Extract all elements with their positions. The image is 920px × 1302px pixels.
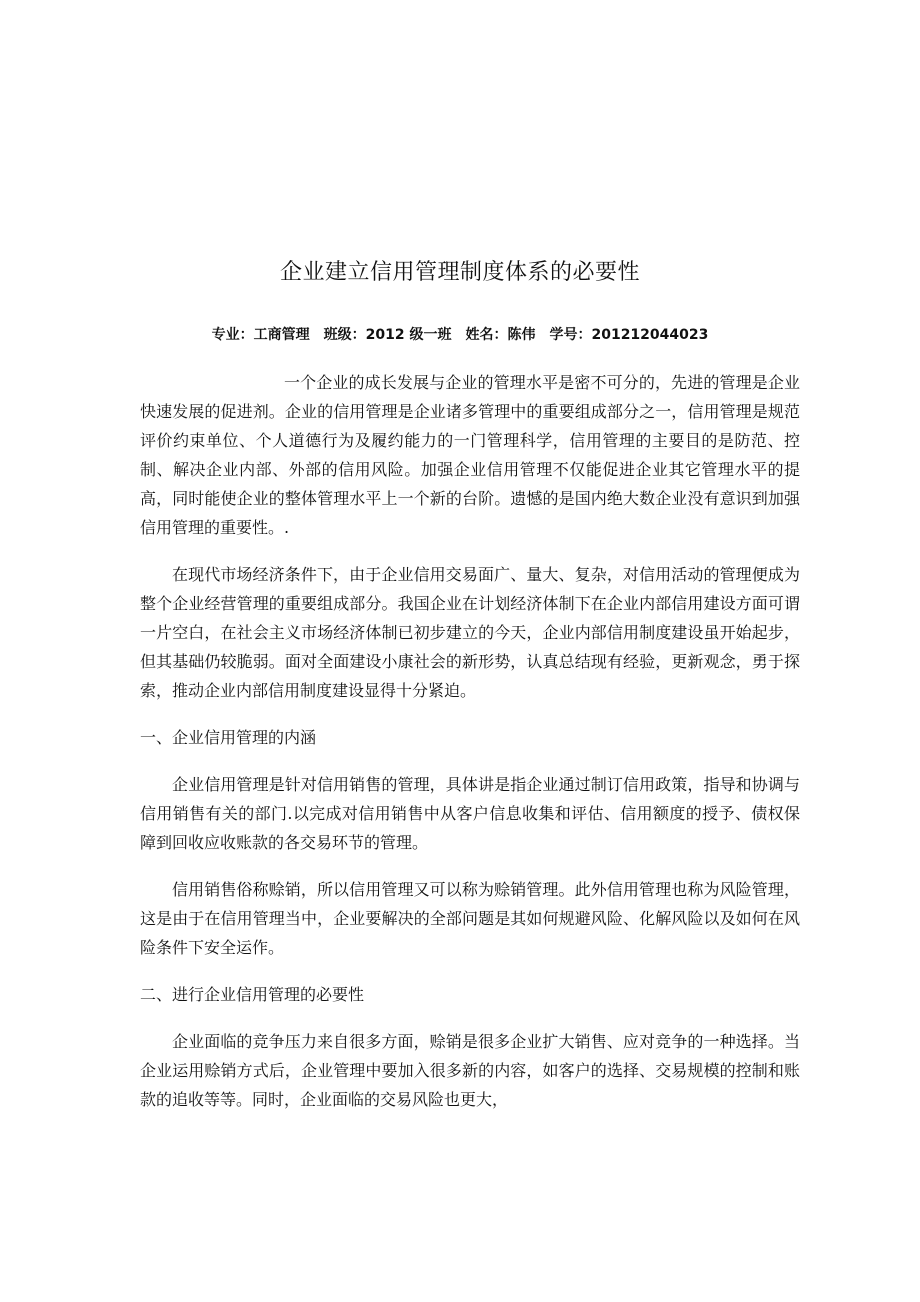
document-body: [140, 368, 800, 1132]
class-label: 班级：2012 级一班: [323, 327, 452, 343]
document-title: 企业建立信用管理制度体系的必要性: [279, 260, 640, 285]
body-paragraph: 企业信用管理是针对信用销售的管理，具体讲是指企业通过制订信用政策，指导和协调与信用销售有关的部门.以完成对信用销售中从客户信息收集和评估、信用额度的授予、债权保障到回收应收账款的各交易环节的管理。: [140, 775, 800, 852]
section-heading: 一、企业信用管理的内涵: [140, 728, 317, 747]
body-paragraph: 企业面临的竞争压力来自很多方面，赊销是很多企业扩大销售、应对竞争的一种选择。当企业运用赊销方式后，企业管理中要加入很多新的内容，如客户的选择、交易规模的控制和账款的追收等等。同时，企业面临的交易风险也更大，: [140, 1032, 800, 1109]
body-paragraph: 信用销售俗称赊销，所以信用管理又可以称为赊销管理。此外信用管理也称为风险管理，这是由于在信用管理当中，企业要解决的全部问题是其如何规避风险、化解风险以及如何在风险条件下安全运作。: [140, 880, 800, 957]
name-label: 姓名：陈伟: [465, 327, 536, 343]
intro-paragraph: 一个企业的成长发展与企业的管理水平是密不可分的，先进的管理是企业快速发展的促进剂。企业的信用管理是企业诸多管理中的重要组成部分之一，信用管理是规范评价约束单位、个人道德行为及履约能力的一门管理科学，信用管理的主要目的是防范、控制、解决企业内部、外部的信用风险。加强企业信用管理不仅能促进企业其它管理水平的提高，同时能使企业的整体管理水平上一个新的台阶。遗憾的是国内绝大数企业没有意识到加强信用管理的重要性。.: [140, 373, 800, 537]
major-label: 专业：工商管理: [211, 327, 310, 343]
student-id-label: 学号：201212044023: [549, 327, 709, 343]
body-paragraph: 在现代市场经济条件下，由于企业信用交易面广、量大、复杂，对信用活动的管理便成为整个企业经营管理的重要组成部分。我国企业在计划经济体制下在企业内部信用建设方面可谓一片空白，在社会主义市场经济体制已初步建立的今天，企业内部信用制度建设虽开始起步，但其基础仍较脆弱。面对全面建设小康社会的新形势，认真总结现有经验，更新观念，勇于探索，推动企业内部信用制度建设显得十分紧迫。: [140, 565, 800, 700]
author-info-line: [0, 322, 920, 348]
section-heading: 二、进行企业信用管理的必要性: [140, 985, 365, 1004]
